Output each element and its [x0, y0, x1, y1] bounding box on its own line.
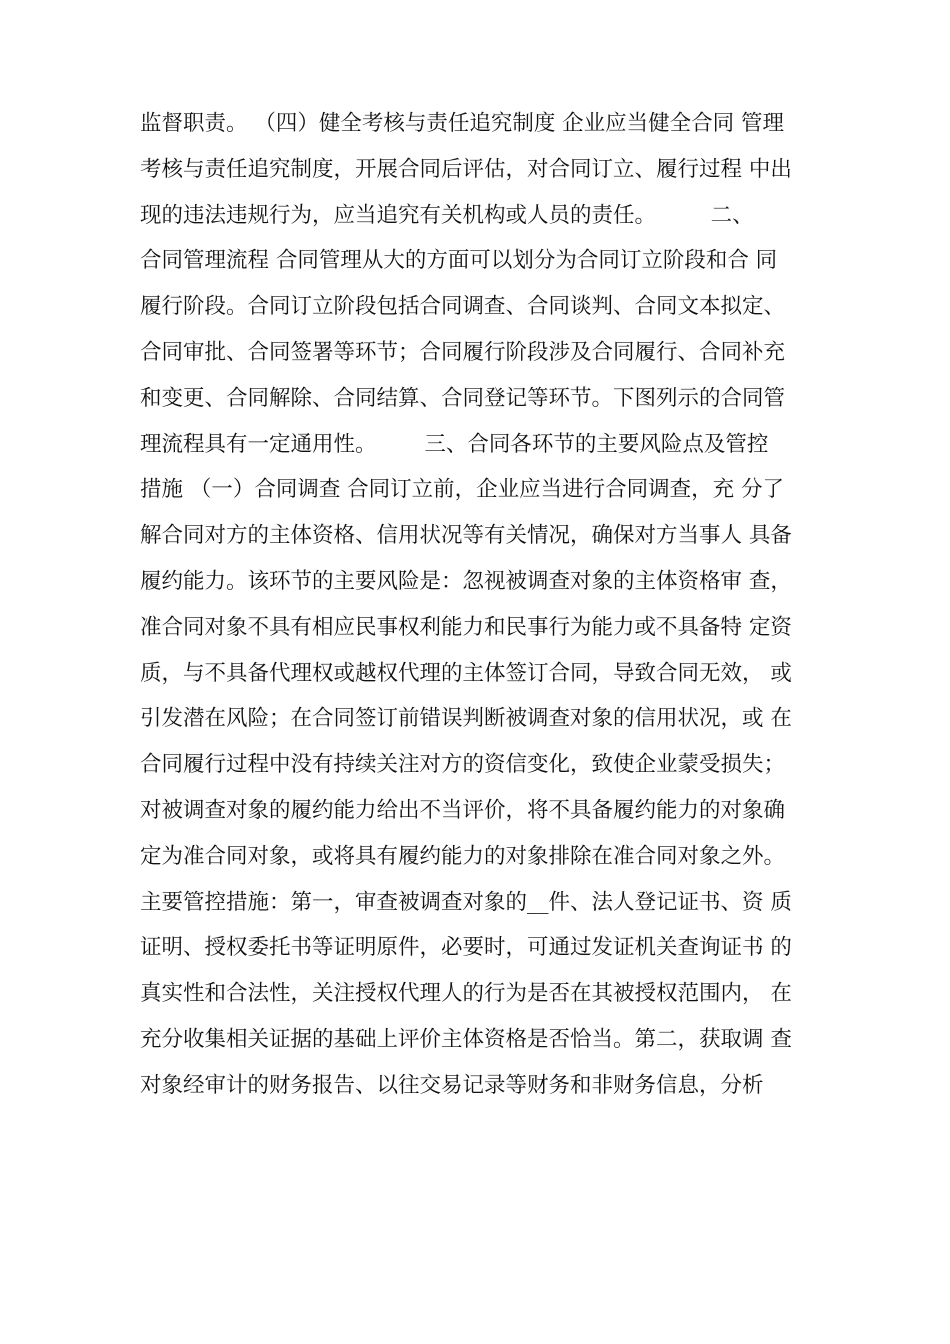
text-line: 质，与不具备代理权或越权代理的主体签订合同，导致合同无效， 或 — [140, 660, 792, 686]
text-line: 和变更、合同解除、合同结算、合同登记等环节。下图列示的合同管 — [140, 385, 786, 411]
text-line: 解合同对方的主体资格、信用状况等有关情况，确保对方当事人 具备 — [140, 523, 792, 549]
text-line: 履行阶段。合同订立阶段包括合同调查、合同谈判、合同文本拟定、 — [140, 294, 786, 320]
text-line: 措施 （一）合同调查 合同订立前，企业应当进行合同调查，充 分了 — [140, 477, 785, 503]
text-line: 现的违法违规行为，应当追究有关机构或人员的责任。 二、 — [140, 202, 754, 228]
body-text — [140, 101, 830, 1109]
text-line: 合同审批、合同签署等环节；合同履行阶段涉及合同履行、合同补充 — [140, 339, 786, 365]
text-line: 准合同对象不具有相应民事权利能力和民事行为能力或不具备特 定资 — [140, 614, 792, 640]
text-line: 监督职责。 （四）健全考核与责任追究制度 企业应当健全合同 管理 — [140, 111, 785, 136]
text-line: 引发潜在风险；在合同签订前错误判断被调查对象的信用状况，或 在 — [140, 706, 792, 732]
text-line: 理流程具有一定通用性。 三、合同各环节的主要风险点及管控 — [140, 431, 769, 457]
text-line: 履约能力。该环节的主要风险是：忽视被调查对象的主体资格审 查， — [140, 568, 792, 594]
text-line: 对象经审计的财务报告、以往交易记录等财务和非财务信息，分析 — [140, 1072, 764, 1098]
text-line: 充分收集相关证据的基础上评价主体资格是否恰当。第二，获取调 查 — [140, 1026, 792, 1052]
text-line: 证明、授权委托书等证明原件，必要时，可通过发证机关查询证书 的 — [140, 935, 792, 961]
text-line: 真实性和合法性，关注授权代理人的行为是否在其被授权范围内， 在 — [140, 981, 792, 1007]
text-line: 定为准合同对象，或将具有履约能力的对象排除在准合同对象之外。 — [140, 843, 786, 869]
text-line: 合同履行过程中没有持续关注对方的资信变化，致使企业蒙受损失； — [140, 752, 786, 778]
text-line: 对被调查对象的履约能力给出不当评价，将不具备履约能力的对象确 — [140, 797, 786, 823]
text-line: 考核与责任追究制度，开展合同后评估，对合同订立、履行过程 中出 — [140, 156, 792, 182]
text-line: 主要管控措施：第一，审查被调查对象的__件、法人登记证书、资 质 — [140, 889, 792, 915]
text-line: 合同管理流程 合同管理从大的方面可以划分为合同订立阶段和合 同 — [140, 248, 778, 274]
